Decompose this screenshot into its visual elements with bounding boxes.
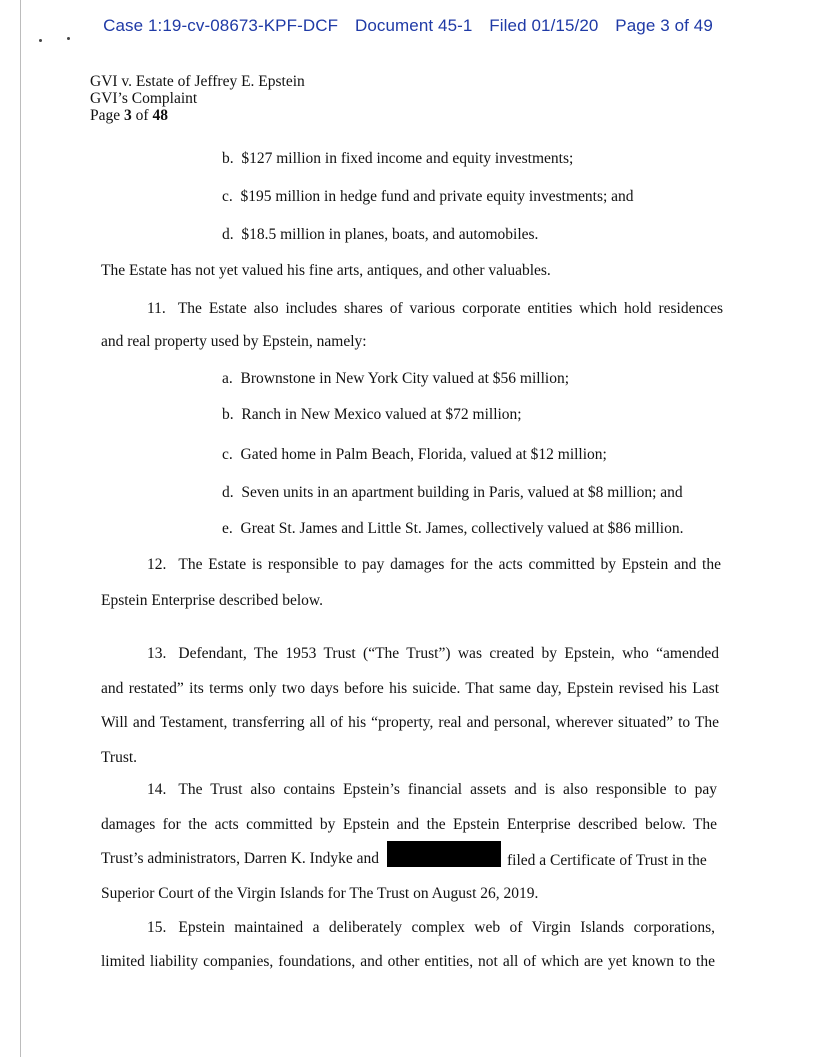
list-item: [222, 446, 607, 464]
paragraph-13-line: Will and Testament, transferring all of his “property, real and personal, wherever situated” to The: [101, 714, 719, 731]
paragraph-text: The Trust also contains Epstein’s financial assets and is also responsible to pay: [178, 781, 717, 798]
caption-page-of: of: [135, 107, 149, 124]
paragraph-11-line: [101, 300, 723, 318]
list-text: Gated home in Palm Beach, Florida, valued at $12 million;: [240, 446, 607, 463]
list-item: [222, 370, 569, 388]
paragraph-15-line: limited liability companies, foundations, and other entities, not all of which are yet known to the: [101, 953, 715, 970]
paragraph-14-line: damages for the acts committed by Epstein and the Epstein Enterprise described below. The: [101, 816, 717, 833]
paragraph-15-line: [101, 919, 715, 937]
caption-page-current: 3: [124, 107, 132, 124]
paragraph-11-line: and real property used by Epstein, namely:: [101, 333, 367, 350]
filed-date: Filed 01/15/20: [489, 16, 599, 35]
list-marker: e.: [222, 520, 233, 537]
paragraph-13-line: and restated” its terms only two days before his suicide. That same day, Epstein revised his Last: [101, 680, 719, 697]
paragraph-text: Epstein maintained a deliberately complex web of Virgin Islands corporations,: [178, 919, 715, 936]
list-marker: c.: [222, 446, 233, 463]
list-marker: b.: [222, 150, 234, 167]
list-marker: b.: [222, 406, 234, 423]
list-item: [222, 188, 634, 206]
list-marker: d.: [222, 484, 234, 501]
paragraph-number: 11.: [147, 300, 166, 317]
caption-case-title: GVI v. Estate of Jeffrey E. Epstein: [90, 73, 305, 90]
document-caption: [90, 73, 305, 124]
list-text: Ranch in New Mexico valued at $72 million;: [241, 406, 522, 423]
scan-speck: [39, 39, 42, 42]
list-marker: a.: [222, 370, 233, 387]
list-text: Seven units in an apartment building in Paris, valued at $8 million; and: [241, 484, 683, 501]
paragraph-14-line: [101, 781, 717, 799]
paragraph-number: 13.: [147, 645, 167, 662]
list-text: $18.5 million in planes, boats, and automobiles.: [241, 226, 539, 243]
caption-page-prefix: Page: [90, 107, 121, 124]
caption-page-total: 48: [152, 107, 168, 124]
paragraph-number: 12.: [147, 556, 167, 573]
paragraph-12-line: Epstein Enterprise described below.: [101, 592, 323, 609]
paragraph-14-line: filed a Certificate of Trust in the: [507, 852, 707, 869]
paragraph-13-line: Trust.: [101, 749, 138, 766]
list-item: [222, 520, 683, 538]
paragraph-14-line: Trust’s administrators, Darren K. Indyke and: [101, 850, 379, 867]
list-text: Great St. James and Little St. James, collectively valued at $86 million.: [240, 520, 684, 537]
scan-speck: [67, 37, 70, 40]
scan-edge-line: [20, 0, 21, 1057]
list-marker: d.: [222, 226, 234, 243]
redaction-box: [387, 841, 501, 867]
caption-document-title: GVI’s Complaint: [90, 90, 198, 107]
list-text: $127 million in fixed income and equity investments;: [241, 150, 574, 167]
document-number: Document 45-1: [354, 16, 473, 35]
paragraph-number: 14.: [147, 781, 167, 798]
paragraph-text: Defendant, The 1953 Trust (“The Trust”) was created by Epstein, who “amended: [178, 645, 719, 662]
list-marker: c.: [222, 188, 233, 205]
filing-header: [0, 16, 816, 36]
page-count: Page 3 of 49: [615, 16, 713, 35]
paragraph-text: The Estate is responsible to pay damages for the acts committed by Epstein and the: [178, 556, 721, 573]
list-text: $195 million in hedge fund and private equity investments; and: [240, 188, 634, 205]
list-text: Brownstone in New York City valued at $56 million;: [240, 370, 570, 387]
paragraph-14-line: Superior Court of the Virgin Islands for The Trust on August 26, 2019.: [101, 885, 539, 902]
list-item: [222, 150, 573, 168]
list-item: [222, 406, 522, 424]
caption-page-line: [90, 107, 305, 124]
case-number: Case 1:19-cv-08673-KPF-DCF: [103, 16, 339, 35]
paragraph-text: The Estate also includes shares of various corporate entities which hold residences: [177, 300, 723, 317]
list-item: [222, 484, 683, 502]
paragraph-12-line: [101, 556, 721, 574]
paragraph-13-line: [101, 645, 719, 663]
paragraph-number: 15.: [147, 919, 167, 936]
estate-note: The Estate has not yet valued his fine arts, antiques, and other valuables.: [101, 262, 551, 279]
list-item: [222, 226, 538, 244]
